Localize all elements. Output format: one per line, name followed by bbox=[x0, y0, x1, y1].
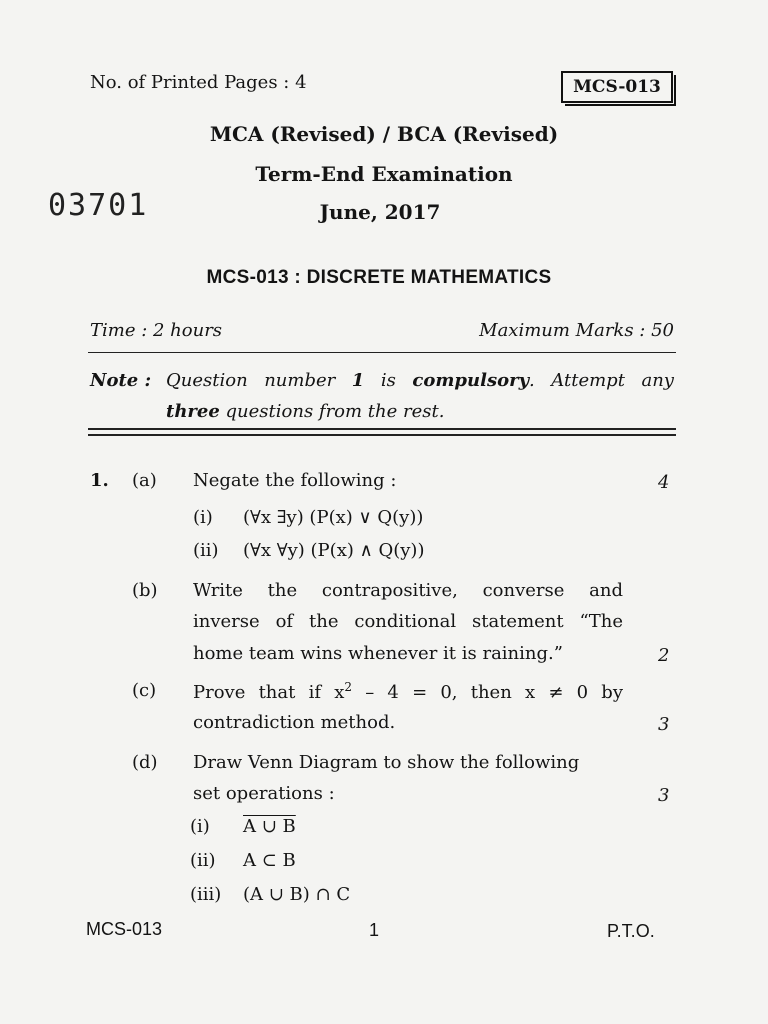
part-a-item-expr: (∀x ∀y) (P(x) ∧ Q(y)) bbox=[243, 540, 425, 561]
time-allowed: Time : 2 hours bbox=[90, 320, 223, 341]
part-a-item-expr: (∀x ∃y) (P(x) ∨ Q(y)) bbox=[243, 507, 424, 528]
please-turn-over: P.T.O. bbox=[607, 921, 655, 941]
paper-code-box: MCS-013 bbox=[561, 71, 673, 103]
part-b-label: (b) bbox=[132, 580, 158, 601]
subject-title: MCS-013 : DISCRETE MATHEMATICS bbox=[206, 267, 552, 288]
part-d-item-label: (i) bbox=[190, 816, 210, 837]
part-d-item-expr: A ∪ B bbox=[243, 816, 296, 837]
question-number: 1. bbox=[90, 470, 109, 491]
note-line-1: Question number 1 is compulsory. Attempt any bbox=[166, 370, 674, 391]
note-label: Note : bbox=[90, 370, 152, 391]
part-a-label: (a) bbox=[132, 470, 157, 491]
part-b-marks: 2 bbox=[658, 645, 670, 666]
part-a-marks: 4 bbox=[658, 472, 670, 493]
serial-number: 03701 bbox=[48, 188, 149, 223]
footer-code: MCS-013 bbox=[86, 919, 163, 939]
part-c-marks: 3 bbox=[658, 714, 670, 735]
part-d-label: (d) bbox=[132, 752, 158, 773]
part-d-item-label: (iii) bbox=[190, 884, 222, 905]
part-d-marks: 3 bbox=[658, 785, 670, 806]
part-b-line-3: home team wins whenever it is raining.” bbox=[193, 643, 563, 664]
exam-session: June, 2017 bbox=[319, 200, 441, 224]
part-b-line-2: inverse of the conditional statement “The bbox=[193, 611, 623, 632]
part-b-line-1: Write the contrapositive, converse and bbox=[193, 580, 623, 601]
printed-pages: No. of Printed Pages : 4 bbox=[90, 72, 307, 93]
part-c-line-1: Prove that if $x^2 - 4 = 0$, then x ≠ 0 by bbox=[193, 680, 623, 703]
page-number: 1 bbox=[369, 920, 380, 940]
part-c-label: (c) bbox=[132, 680, 157, 701]
part-a-text: Negate the following : bbox=[193, 470, 397, 491]
exam-title: Term-End Examination bbox=[255, 162, 513, 186]
part-d-item-expr: A ⊂ B bbox=[243, 850, 296, 871]
part-d-item-label: (ii) bbox=[190, 850, 216, 871]
double-divider-bottom bbox=[88, 434, 676, 436]
maximum-marks: Maximum Marks : 50 bbox=[479, 320, 674, 341]
part-d-line-2: set operations : bbox=[193, 783, 335, 804]
note-line-2: three questions from the rest. bbox=[166, 401, 445, 422]
part-a-item-label: (i) bbox=[193, 507, 213, 528]
part-a-item-label: (ii) bbox=[193, 540, 219, 561]
programme-title: MCA (Revised) / BCA (Revised) bbox=[209, 122, 559, 146]
time-marks-row bbox=[90, 320, 674, 341]
part-d-line-1: Draw Venn Diagram to show the following bbox=[193, 752, 580, 773]
part-c-line-2: contradiction method. bbox=[193, 712, 396, 733]
double-divider-top bbox=[88, 428, 676, 430]
part-d-item-expr: (A ∪ B) ∩ C bbox=[243, 884, 351, 905]
divider bbox=[88, 352, 676, 353]
